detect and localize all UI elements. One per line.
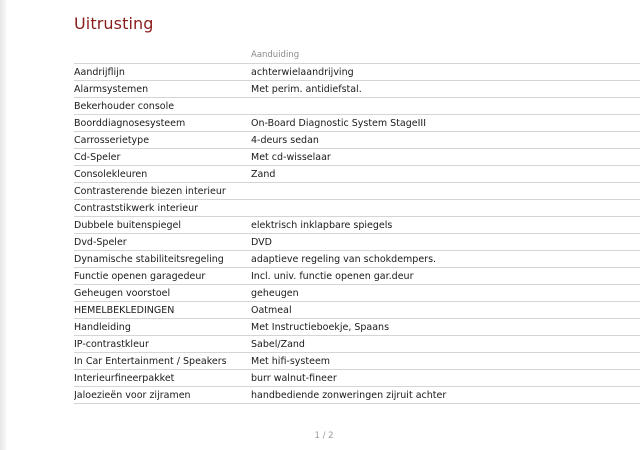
table-row — [74, 115, 640, 132]
designation-cell — [251, 98, 640, 115]
table-row — [74, 336, 640, 353]
designation-cell: On-Board Diagnostic System StageIII — [251, 115, 640, 132]
feature-cell: IP-contrastkleur — [74, 336, 251, 353]
table-row — [74, 302, 640, 319]
feature-cell: Handleiding — [74, 319, 251, 336]
table-row — [74, 183, 640, 200]
feature-cell: Carrosserietype — [74, 132, 251, 149]
table-row — [74, 200, 640, 217]
designation-cell: geheugen — [251, 285, 640, 302]
feature-cell: Interieurfineerpakket — [74, 370, 251, 387]
column-header-designation: Aanduiding — [251, 46, 640, 64]
designation-cell: DVD — [251, 234, 640, 251]
designation-cell: burr walnut-fineer — [251, 370, 640, 387]
document-page — [8, 0, 640, 450]
designation-cell: Zand — [251, 166, 640, 183]
feature-cell: Alarmsystemen — [74, 81, 251, 98]
table-row — [74, 149, 640, 166]
table-row — [74, 387, 640, 404]
table-row — [74, 132, 640, 149]
table-row — [74, 98, 640, 115]
feature-cell: Jaloezieën voor zijramen — [74, 387, 251, 404]
designation-cell — [251, 200, 640, 217]
table-row — [74, 166, 640, 183]
feature-cell: Functie openen garagedeur — [74, 268, 251, 285]
table-body — [74, 64, 640, 404]
table-row — [74, 285, 640, 302]
designation-cell: Sabel/Zand — [251, 336, 640, 353]
designation-cell: 4-deurs sedan — [251, 132, 640, 149]
feature-cell: Contrasterende biezen interieur — [74, 183, 251, 200]
feature-cell: Geheugen voorstoel — [74, 285, 251, 302]
feature-cell: Boorddiagnosesysteem — [74, 115, 251, 132]
designation-cell: Met cd-wisselaar — [251, 149, 640, 166]
table-row — [74, 64, 640, 81]
column-header-feature — [74, 46, 251, 64]
feature-cell: In Car Entertainment / Speakers — [74, 353, 251, 370]
designation-cell: Met hifi-systeem — [251, 353, 640, 370]
designation-cell: Incl. univ. functie openen gar.deur — [251, 268, 640, 285]
table-row — [74, 217, 640, 234]
designation-cell: achterwielaandrijving — [251, 64, 640, 81]
table-header-row — [74, 46, 640, 64]
designation-cell: Oatmeal — [251, 302, 640, 319]
feature-cell: Bekerhouder console — [74, 98, 251, 115]
page-title: Uitrusting — [74, 14, 154, 33]
feature-cell: Cd-Speler — [74, 149, 251, 166]
designation-cell: handbediende zonweringen zijruit achter — [251, 387, 640, 404]
feature-cell: Dubbele buitenspiegel — [74, 217, 251, 234]
table-row — [74, 353, 640, 370]
feature-cell: Dynamische stabiliteitsregeling — [74, 251, 251, 268]
feature-cell: Aandrijflijn — [74, 64, 251, 81]
feature-cell: HEMELBEKLEDINGEN — [74, 302, 251, 319]
equipment-table — [74, 46, 640, 404]
table-row — [74, 251, 640, 268]
designation-cell: elektrisch inklapbare spiegels — [251, 217, 640, 234]
table-row — [74, 81, 640, 98]
feature-cell: Consolekleuren — [74, 166, 251, 183]
table-row — [74, 234, 640, 251]
feature-cell: Dvd-Speler — [74, 234, 251, 251]
designation-cell: Met perim. antidiefstal. — [251, 81, 640, 98]
viewer-left-edge — [0, 0, 7, 450]
table-row — [74, 268, 640, 285]
designation-cell: adaptieve regeling van schokdempers. — [251, 251, 640, 268]
feature-cell: Contraststikwerk interieur — [74, 200, 251, 217]
table-row — [74, 370, 640, 387]
table-row — [74, 319, 640, 336]
designation-cell: Met Instructieboekje, Spaans — [251, 319, 640, 336]
page-indicator: 1 / 2 — [314, 431, 334, 441]
designation-cell — [251, 183, 640, 200]
